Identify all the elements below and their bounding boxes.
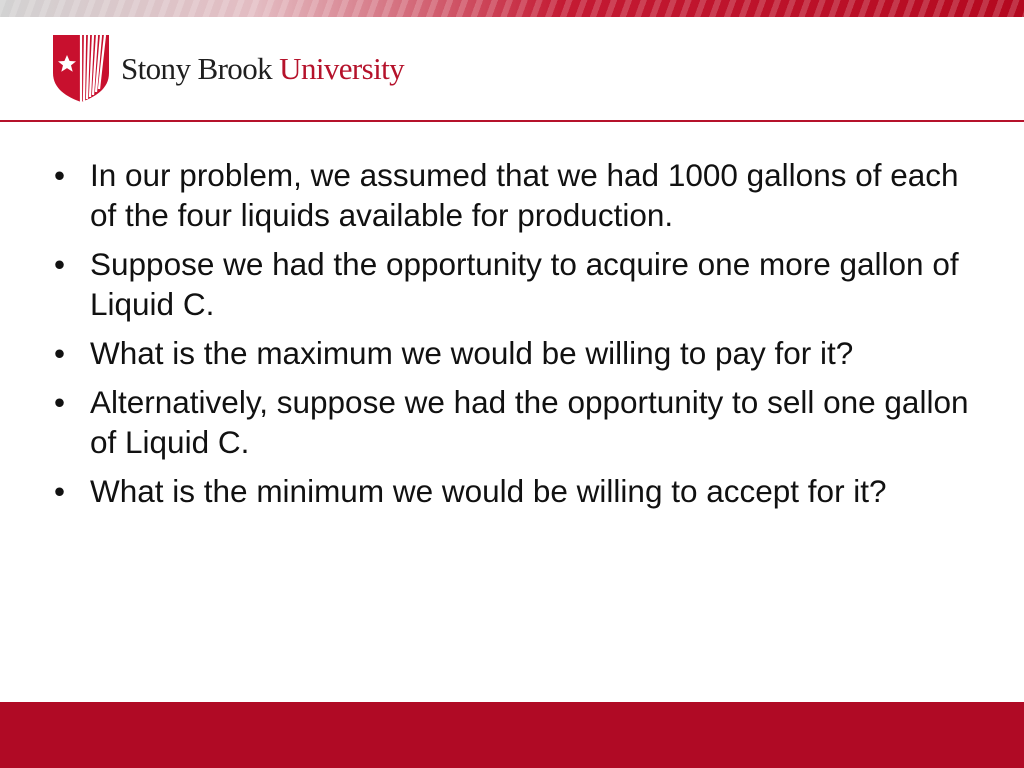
wordmark-university: University	[279, 51, 405, 86]
slide-body	[54, 155, 984, 520]
wordmark-stony-brook: Stony Brook	[121, 51, 280, 86]
bullet-text: In our problem, we assumed that we had 1000 gallons of each of the four liquids available for production.	[90, 157, 959, 233]
bullet-item	[54, 244, 984, 324]
footer-band	[0, 702, 1024, 768]
bullet-text: Alternatively, suppose we had the opportunity to sell one gallon of Liquid C.	[90, 384, 969, 460]
bullet-item	[54, 471, 984, 511]
bullet-dot-icon: •	[54, 384, 66, 420]
university-shield-logo-icon	[51, 33, 111, 103]
bullet-text: Suppose we had the opportunity to acquire one more gallon of Liquid C.	[90, 246, 959, 322]
bullet-dot-icon: •	[54, 335, 66, 371]
bullet-list	[54, 155, 984, 511]
header-divider	[0, 120, 1024, 122]
bullet-dot-icon: •	[54, 246, 66, 282]
top-decorative-band	[0, 0, 1024, 17]
bullet-item	[54, 382, 984, 462]
bullet-dot-icon: •	[54, 473, 66, 509]
bullet-text: What is the maximum we would be willing to pay for it?	[90, 335, 854, 371]
bullet-dot-icon: •	[54, 157, 66, 193]
bullet-item	[54, 155, 984, 235]
bullet-text: What is the minimum we would be willing to accept for it?	[90, 473, 887, 509]
bullet-item	[54, 333, 984, 373]
university-wordmark	[121, 49, 404, 89]
